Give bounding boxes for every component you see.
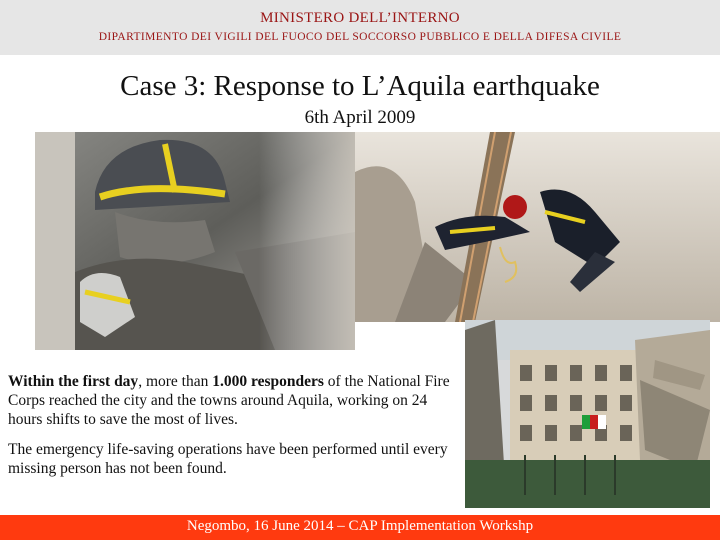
- bold-first-day: Within the first day: [8, 373, 139, 390]
- aerial-rescue-photo: [355, 132, 720, 322]
- slide-title: Case 3: Response to L’Aquila earthquake: [120, 70, 600, 102]
- text-segment: of the National Fire Corps reached the city and the towns around Aquila, working on 24 hours shifts to save the most of lives.: [8, 373, 450, 428]
- footer-text: Negombo, 16 June 2014 – CAP Implementation Workshp: [186, 518, 534, 534]
- ministry-name: MINISTERO DELL’INTERNO: [260, 10, 460, 26]
- paragraph-operations: The emergency life-saving operations have been performed until every missing person has not been found.: [8, 441, 448, 477]
- department-name: DIPARTIMENTO DEI VIGILI DEL FUOCO DEL SOCCORSO PUBBLICO E DELLA DIFESA CIVILE: [98, 31, 622, 43]
- header-bar: [0, 0, 720, 55]
- collapsed-building-photo: [465, 320, 710, 508]
- firefighter-dust-photo: [35, 132, 355, 350]
- text-segment: , more than: [138, 373, 213, 390]
- body-text: [8, 372, 460, 489]
- slide-subtitle: 6th April 2009: [304, 107, 416, 128]
- bold-responders: 1.000 responders: [212, 373, 324, 390]
- paragraph-responders: [8, 372, 460, 429]
